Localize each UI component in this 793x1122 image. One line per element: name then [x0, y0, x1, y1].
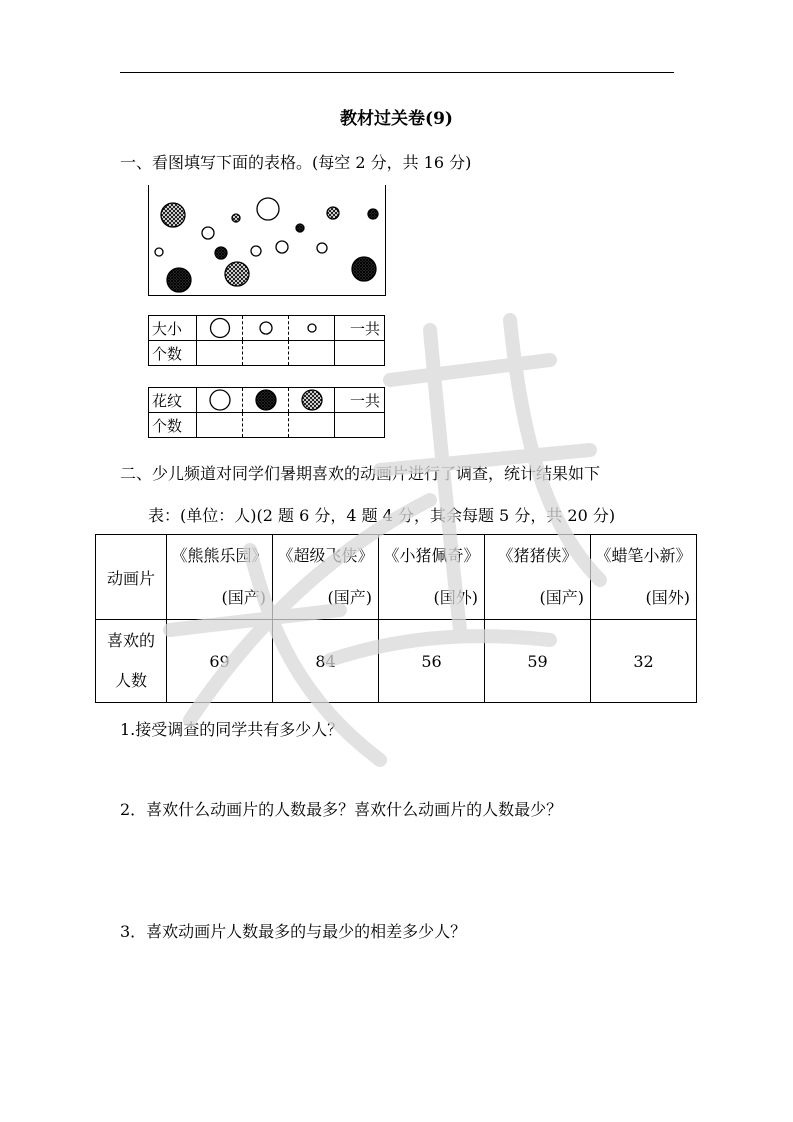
- question-3: 3．喜欢动画片人数最多的与最少的相差多少人？: [120, 922, 467, 941]
- section1-heading: 一、看图填写下面的表格。(每空 2 分，共 16 分): [120, 153, 472, 172]
- survey-table: [95, 534, 697, 703]
- circle: [225, 262, 249, 286]
- circle: [317, 243, 327, 253]
- pattern-total-label: 一共: [335, 388, 385, 413]
- circle: [202, 227, 214, 239]
- cartoon-name-cell: [485, 535, 591, 620]
- cartoon-origin: (国外): [645, 588, 690, 607]
- row-header-count-line1: 喜欢的: [106, 631, 155, 650]
- page-title: 教材过关卷(9): [340, 109, 453, 129]
- answer-blank[interactable]: [289, 413, 335, 438]
- cartoon-name: 《小猪佩奇》: [383, 546, 480, 565]
- count-value: 84: [273, 620, 379, 703]
- circle: [257, 198, 279, 220]
- row-header-count-line2: 人数: [114, 671, 147, 690]
- pattern-label: 花纹: [149, 388, 197, 413]
- pattern-table: [148, 387, 385, 438]
- cartoon-origin: (国产): [327, 588, 372, 607]
- circle: [215, 247, 227, 259]
- circle: [368, 209, 378, 219]
- size-total-label: 一共: [335, 316, 385, 341]
- large-circle-icon: [197, 316, 243, 341]
- cartoon-name-cell: [591, 535, 697, 620]
- cartoon-name: 《猪猪侠》: [497, 546, 578, 565]
- hatched-circle-icon: [289, 388, 335, 413]
- count-value: 56: [379, 620, 485, 703]
- circle: [251, 246, 261, 256]
- answer-blank[interactable]: [243, 341, 289, 366]
- circle: [276, 241, 288, 253]
- circle: [232, 214, 240, 222]
- cartoon-name: 《超级飞侠》: [277, 546, 374, 565]
- size-label: 大小: [149, 316, 197, 341]
- cartoon-name: 《熊熊乐园》: [171, 546, 268, 565]
- section2-heading-line2: 表：(单位：人)(2 题 6 分，4 题 4 分，其余每题 5 分，共 20 分): [148, 506, 616, 525]
- question-2: 2．喜欢什么动画片的人数最多？喜欢什么动画片的人数最少？: [120, 800, 563, 819]
- circle-picture: [148, 185, 386, 297]
- answer-blank[interactable]: [335, 341, 385, 366]
- count-value: 69: [167, 620, 273, 703]
- cartoon-name: 《蜡笔小新》: [595, 546, 692, 565]
- row-header-cartoon: 动画片: [96, 535, 167, 620]
- circle: [352, 257, 376, 281]
- medium-circle-icon: [243, 316, 289, 341]
- cartoon-origin: (国外): [433, 588, 478, 607]
- cartoon-name-cell: [379, 535, 485, 620]
- size-table: [148, 315, 385, 366]
- section2-heading-line1: 二、少儿频道对同学们暑期喜欢的动画片进行了调查，统计结果如下: [120, 464, 601, 483]
- cartoon-origin: (国产): [539, 588, 584, 607]
- answer-blank[interactable]: [197, 413, 243, 438]
- dark-circle-icon: [243, 388, 289, 413]
- cartoon-name-cell: [273, 535, 379, 620]
- question-1: 1.接受调查的同学共有多少人？: [120, 720, 344, 739]
- circle: [327, 207, 339, 219]
- answer-blank[interactable]: [289, 341, 335, 366]
- cartoon-origin: (国产): [221, 588, 266, 607]
- pattern-count-label: 个数: [149, 413, 197, 438]
- header-rule: [120, 72, 674, 73]
- answer-blank[interactable]: [197, 341, 243, 366]
- circle: [167, 268, 191, 292]
- count-value: 59: [485, 620, 591, 703]
- answer-blank[interactable]: [243, 413, 289, 438]
- plain-circle-icon: [197, 388, 243, 413]
- answer-blank[interactable]: [335, 413, 385, 438]
- circle: [296, 224, 304, 232]
- small-circle-icon: [289, 316, 335, 341]
- cartoon-name-cell: [167, 535, 273, 620]
- count-value: 32: [591, 620, 697, 703]
- row-header-count: [96, 620, 167, 703]
- size-count-label: 个数: [149, 341, 197, 366]
- circle: [161, 203, 185, 227]
- circle: [155, 248, 163, 256]
